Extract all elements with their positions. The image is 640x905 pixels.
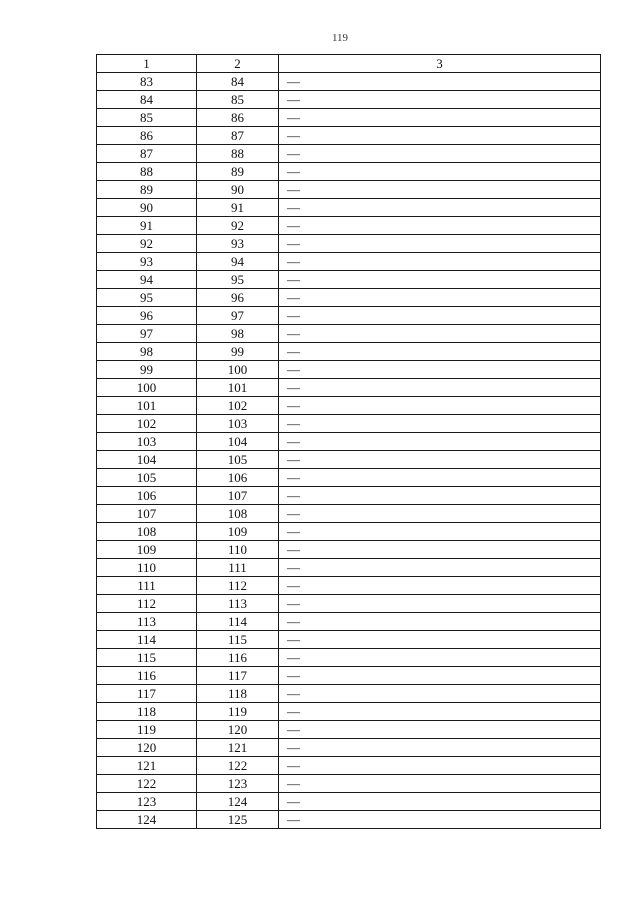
table-row [97, 685, 601, 703]
table-row [97, 487, 601, 505]
table-cell-col-1: 98 [97, 343, 197, 361]
table-row [97, 343, 601, 361]
table-cell-col-2: 123 [197, 775, 279, 793]
table-cell-col-1: 88 [97, 163, 197, 181]
table-cell-col-3: — [279, 469, 601, 487]
table-cell-col-3: — [279, 523, 601, 541]
table-cell-col-2: 93 [197, 235, 279, 253]
table-row [97, 505, 601, 523]
table-cell-col-1: 95 [97, 289, 197, 307]
table-cell-col-3: — [279, 649, 601, 667]
table-cell-col-1: 110 [97, 559, 197, 577]
table-cell-col-2: 107 [197, 487, 279, 505]
table-row [97, 181, 601, 199]
table-cell-col-2: 104 [197, 433, 279, 451]
table-cell-col-2: 116 [197, 649, 279, 667]
table-cell-col-3: — [279, 667, 601, 685]
table-cell-col-2: 105 [197, 451, 279, 469]
table-cell-col-2: 88 [197, 145, 279, 163]
table-cell-col-1: 122 [97, 775, 197, 793]
table-row [97, 757, 601, 775]
table-cell-col-2: 92 [197, 217, 279, 235]
table-cell-col-1: 103 [97, 433, 197, 451]
table-cell-col-2: 84 [197, 73, 279, 91]
table-row [97, 325, 601, 343]
table-cell-col-3: — [279, 163, 601, 181]
table-cell-col-2: 102 [197, 397, 279, 415]
table-cell-col-3: — [279, 487, 601, 505]
table-row [97, 793, 601, 811]
table-cell-col-2: 96 [197, 289, 279, 307]
table-cell-col-1: 90 [97, 199, 197, 217]
table-cell-col-2: 98 [197, 325, 279, 343]
table-row [97, 307, 601, 325]
table-row [97, 451, 601, 469]
table-cell-col-3: — [279, 739, 601, 757]
table-cell-col-1: 94 [97, 271, 197, 289]
table-cell-col-2: 124 [197, 793, 279, 811]
table-cell-col-1: 111 [97, 577, 197, 595]
table-cell-col-2: 109 [197, 523, 279, 541]
table-cell-col-3: — [279, 451, 601, 469]
column-header-1: 1 [97, 55, 197, 73]
table-cell-col-2: 101 [197, 379, 279, 397]
table-row [97, 595, 601, 613]
table-cell-col-3: — [279, 361, 601, 379]
table-row [97, 469, 601, 487]
table-cell-col-3: — [279, 145, 601, 163]
column-header-3: 3 [279, 55, 601, 73]
data-table [96, 54, 601, 829]
table-cell-col-1: 96 [97, 307, 197, 325]
table-cell-col-1: 91 [97, 217, 197, 235]
table-cell-col-3: — [279, 109, 601, 127]
table-row [97, 91, 601, 109]
table-row [97, 577, 601, 595]
table-cell-col-3: — [279, 271, 601, 289]
table-row [97, 217, 601, 235]
table-row [97, 541, 601, 559]
table-cell-col-2: 112 [197, 577, 279, 595]
table-cell-col-2: 121 [197, 739, 279, 757]
table-cell-col-1: 113 [97, 613, 197, 631]
table-cell-col-3: — [279, 217, 601, 235]
table-row [97, 289, 601, 307]
table-cell-col-2: 108 [197, 505, 279, 523]
table-cell-col-3: — [279, 685, 601, 703]
table-header [97, 55, 601, 73]
table-cell-col-1: 86 [97, 127, 197, 145]
table-cell-col-3: — [279, 73, 601, 91]
table-cell-col-2: 117 [197, 667, 279, 685]
table-row [97, 253, 601, 271]
table-cell-col-1: 83 [97, 73, 197, 91]
table-cell-col-2: 106 [197, 469, 279, 487]
table-row [97, 235, 601, 253]
table-cell-col-1: 112 [97, 595, 197, 613]
table-cell-col-3: — [279, 307, 601, 325]
table-cell-col-3: — [279, 577, 601, 595]
table-cell-col-2: 111 [197, 559, 279, 577]
table-cell-col-1: 85 [97, 109, 197, 127]
table-cell-col-3: — [279, 289, 601, 307]
table-cell-col-1: 105 [97, 469, 197, 487]
table-cell-col-2: 86 [197, 109, 279, 127]
table-cell-col-2: 120 [197, 721, 279, 739]
table-cell-col-3: — [279, 253, 601, 271]
table-cell-col-1: 114 [97, 631, 197, 649]
table-cell-col-2: 99 [197, 343, 279, 361]
table-cell-col-1: 117 [97, 685, 197, 703]
page-number: 119 [331, 32, 349, 44]
table-row [97, 379, 601, 397]
table-row [97, 523, 601, 541]
table-cell-col-2: 97 [197, 307, 279, 325]
table-cell-col-2: 125 [197, 811, 279, 829]
table-cell-col-2: 87 [197, 127, 279, 145]
table-row [97, 199, 601, 217]
table-row [97, 739, 601, 757]
table-cell-col-3: — [279, 235, 601, 253]
table-cell-col-1: 115 [97, 649, 197, 667]
table-cell-col-1: 84 [97, 91, 197, 109]
table-row [97, 145, 601, 163]
table-cell-col-2: 89 [197, 163, 279, 181]
table-cell-col-2: 103 [197, 415, 279, 433]
table-cell-col-2: 113 [197, 595, 279, 613]
table-cell-col-2: 94 [197, 253, 279, 271]
table-row [97, 433, 601, 451]
table-cell-col-1: 107 [97, 505, 197, 523]
table-row [97, 631, 601, 649]
table-cell-col-3: — [279, 811, 601, 829]
table-cell-col-2: 91 [197, 199, 279, 217]
table-cell-col-1: 109 [97, 541, 197, 559]
table-cell-col-3: — [279, 631, 601, 649]
table-cell-col-3: — [279, 433, 601, 451]
table-cell-col-3: — [279, 379, 601, 397]
table-cell-col-1: 106 [97, 487, 197, 505]
table-body [97, 73, 601, 829]
table-cell-col-1: 121 [97, 757, 197, 775]
table-row [97, 127, 601, 145]
table-cell-col-2: 115 [197, 631, 279, 649]
table-cell-col-3: — [279, 199, 601, 217]
table-cell-col-3: — [279, 415, 601, 433]
table-cell-col-3: — [279, 703, 601, 721]
table-cell-col-3: — [279, 343, 601, 361]
table-cell-col-3: — [279, 325, 601, 343]
table-cell-col-1: 97 [97, 325, 197, 343]
table-cell-col-3: — [279, 775, 601, 793]
table-row [97, 667, 601, 685]
column-header-2: 2 [197, 55, 279, 73]
table-cell-col-1: 116 [97, 667, 197, 685]
table-row [97, 613, 601, 631]
table-row [97, 109, 601, 127]
table-row [97, 649, 601, 667]
table-row [97, 361, 601, 379]
table-cell-col-3: — [279, 181, 601, 199]
table-cell-col-3: — [279, 757, 601, 775]
table-cell-col-1: 108 [97, 523, 197, 541]
table-cell-col-3: — [279, 613, 601, 631]
table-cell-col-3: — [279, 505, 601, 523]
table-row [97, 811, 601, 829]
table-cell-col-3: — [279, 397, 601, 415]
table-row [97, 397, 601, 415]
table-cell-col-1: 100 [97, 379, 197, 397]
table-cell-col-1: 101 [97, 397, 197, 415]
table-row [97, 163, 601, 181]
table-cell-col-2: 95 [197, 271, 279, 289]
table-row [97, 415, 601, 433]
table-cell-col-1: 123 [97, 793, 197, 811]
table-row [97, 73, 601, 91]
table-cell-col-3: — [279, 595, 601, 613]
table-cell-col-1: 119 [97, 721, 197, 739]
table-cell-col-3: — [279, 721, 601, 739]
table-cell-col-3: — [279, 127, 601, 145]
table-cell-col-2: 114 [197, 613, 279, 631]
table-cell-col-2: 110 [197, 541, 279, 559]
table-cell-col-1: 99 [97, 361, 197, 379]
table-cell-col-2: 85 [197, 91, 279, 109]
table-cell-col-1: 87 [97, 145, 197, 163]
table-cell-col-1: 102 [97, 415, 197, 433]
table-cell-col-2: 122 [197, 757, 279, 775]
table-row [97, 721, 601, 739]
table-cell-col-2: 90 [197, 181, 279, 199]
table-row [97, 271, 601, 289]
table-cell-col-1: 89 [97, 181, 197, 199]
table-cell-col-1: 118 [97, 703, 197, 721]
table-cell-col-3: — [279, 541, 601, 559]
table-cell-col-2: 100 [197, 361, 279, 379]
table-row [97, 703, 601, 721]
table-cell-col-1: 120 [97, 739, 197, 757]
table-row [97, 559, 601, 577]
table-cell-col-2: 118 [197, 685, 279, 703]
table-cell-col-2: 119 [197, 703, 279, 721]
table-cell-col-1: 92 [97, 235, 197, 253]
table-cell-col-3: — [279, 91, 601, 109]
table-row [97, 775, 601, 793]
table-cell-col-3: — [279, 559, 601, 577]
table-cell-col-3: — [279, 793, 601, 811]
header-row [97, 55, 601, 73]
table-cell-col-1: 104 [97, 451, 197, 469]
table-cell-col-1: 124 [97, 811, 197, 829]
table-cell-col-1: 93 [97, 253, 197, 271]
